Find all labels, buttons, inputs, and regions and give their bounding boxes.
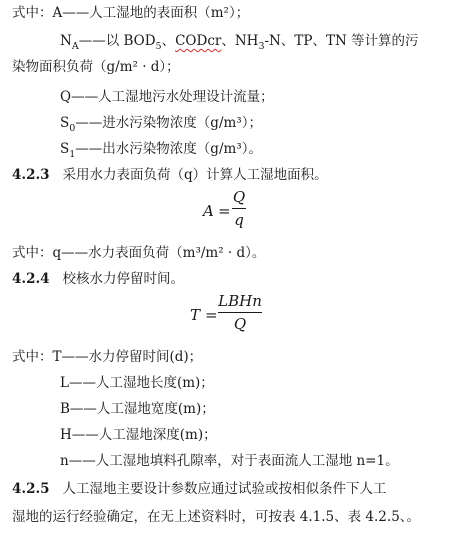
symbol-s: S	[60, 141, 70, 157]
definition-na-rest: -N、TP、TN 等计算的污	[264, 33, 419, 49]
fraction-denominator: Q	[233, 315, 247, 333]
fraction-numerator: LBHn	[218, 292, 262, 310]
definition-q-hydraulic: q——水力表面负荷（m³/m² · d）。	[52, 245, 266, 261]
definition-na-line2: 染物面积负荷（g/m² · d）；	[12, 59, 180, 75]
fraction-denominator: q	[234, 211, 244, 229]
section-number: 4.2.3	[12, 167, 50, 183]
codcr-label: CODcr	[175, 33, 222, 49]
definition-n-line: n——人工湿地填料孔隙率，对于表面流人工湿地 n=1。	[60, 453, 399, 469]
section-number: 4.2.5	[12, 481, 50, 497]
nh-label: NH	[234, 33, 259, 49]
definition-a-line	[12, 4, 249, 22]
symbol-s: S	[60, 115, 70, 131]
where-label: 式中：	[12, 5, 53, 21]
definition-na-dash: ——以	[78, 33, 124, 49]
symbol-n: N	[60, 33, 72, 49]
formula-fraction	[232, 188, 246, 229]
section-number: 4.2.4	[12, 271, 50, 287]
definition-na-line	[60, 32, 419, 52]
definition-s1-text: ——出水污染物浓度（g/m³）。	[75, 141, 262, 157]
definition-t: T——水力停留时间(d)；	[52, 349, 203, 365]
where-label: 式中：	[12, 245, 53, 261]
section-4-2-5-line2: 湿地的运行经验确定，在无上述资料时，可按表 4.1.5、表 4.2.5、。	[12, 509, 421, 525]
symbol-q: Q	[60, 89, 72, 105]
bod-label: BOD	[123, 33, 156, 49]
definition-b-line: B——人工湿地宽度(m)；	[60, 401, 215, 417]
symbol-s1-subscript: 1	[69, 149, 76, 160]
bod-subscript: 5	[155, 41, 162, 52]
formula-left-symbol: T	[190, 306, 201, 324]
section-4-2-4-heading	[12, 270, 184, 288]
nh-subscript: 3	[258, 41, 265, 52]
separator: 、	[161, 33, 176, 49]
section-text: 采用水力表面负荷（q）计算人工湿地面积。	[62, 167, 328, 183]
definition-q-line	[60, 88, 274, 106]
fraction-bar	[218, 312, 262, 313]
definition-q-text: ——人工湿地污水处理设计流量；	[71, 89, 274, 105]
section-text: 人工湿地主要设计参数应通过试验或按相似条件下人工	[62, 481, 387, 497]
definition-l-line: L——人工湿地长度(m)；	[60, 375, 214, 391]
definition-q-hydraulic-line	[12, 244, 265, 262]
section-text: 校核水力停留时间。	[62, 271, 184, 287]
section-4-2-5-line1	[12, 480, 386, 498]
definition-a-text: ——人工湿地的表面积（m²）；	[62, 5, 250, 21]
definition-s0-text: ——进水污染物浓度（g/m³）；	[75, 115, 262, 131]
definition-t-line	[12, 348, 202, 366]
definition-s1-line	[60, 140, 262, 160]
separator: 、	[221, 33, 235, 49]
formula-equals: =	[218, 202, 231, 220]
fraction-bar	[232, 208, 246, 209]
where-label: 式中：	[12, 349, 53, 365]
formula-left-symbol: A	[203, 202, 214, 220]
formula-fraction	[218, 292, 262, 333]
symbol-a: A	[52, 5, 63, 21]
definition-h-line: H——人工湿地深度(m)；	[60, 427, 217, 443]
formula-equals: =	[205, 306, 218, 324]
definition-s0-line	[60, 114, 262, 134]
symbol-s0-subscript: 0	[69, 123, 76, 134]
section-4-2-3-heading	[12, 166, 328, 184]
fraction-numerator: Q	[232, 188, 246, 206]
symbol-na-subscript: A	[71, 41, 79, 52]
